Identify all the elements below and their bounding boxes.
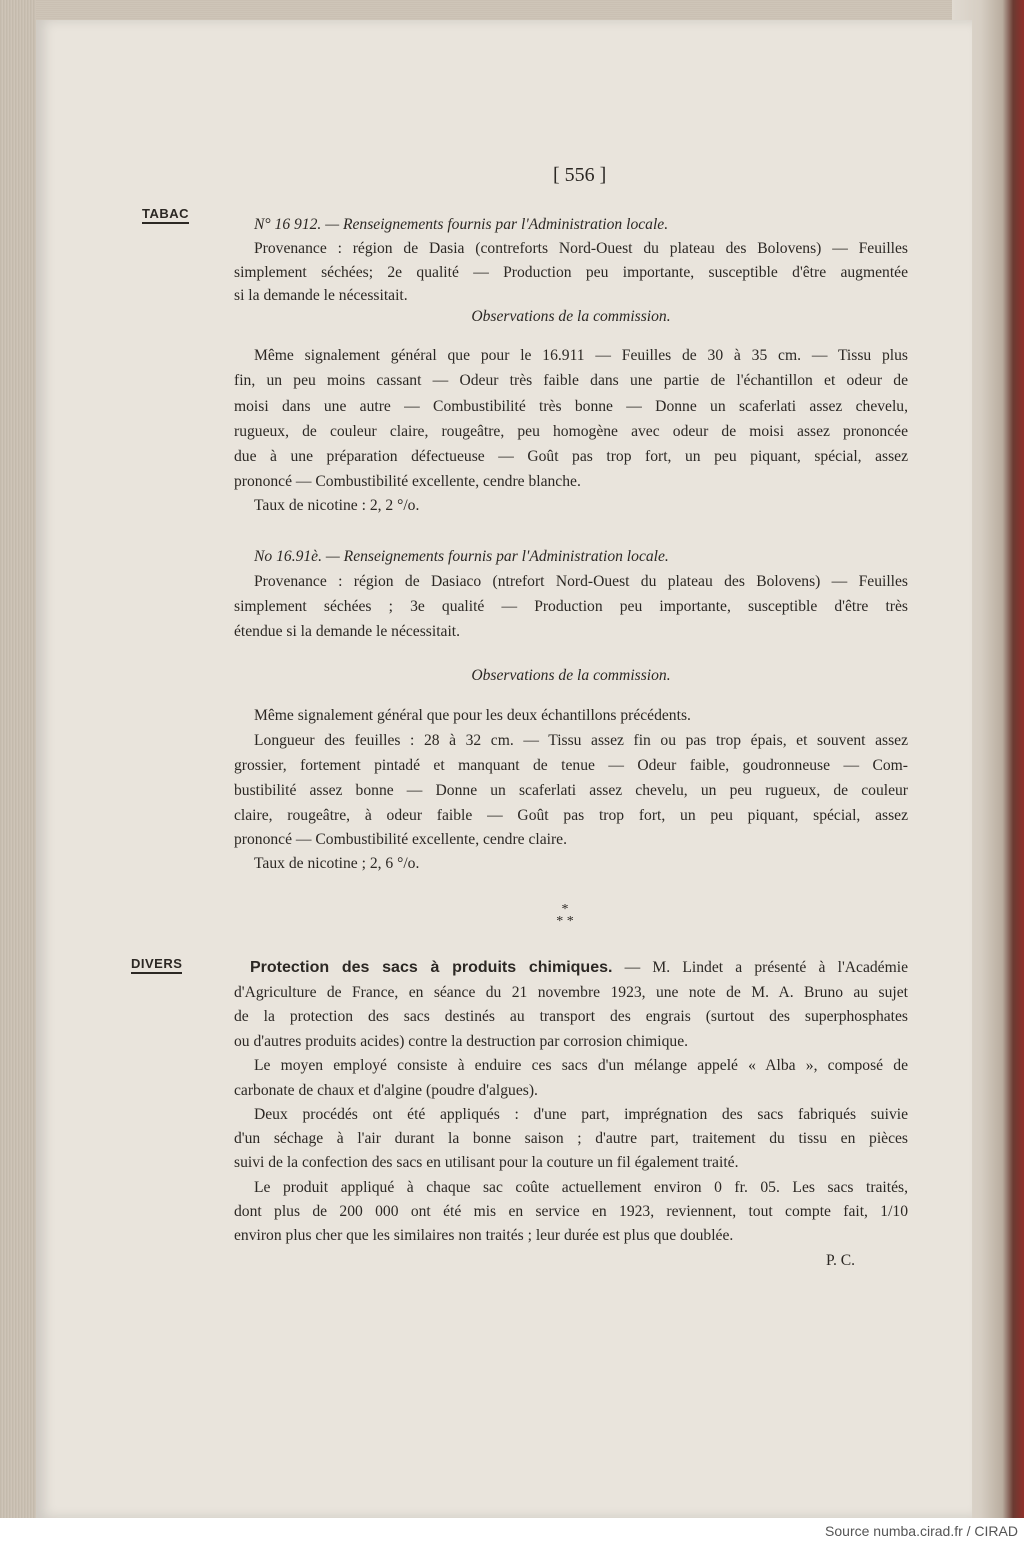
entry1-obs-line: due à une préparation défectueuse — Goût pas trop fort, un peu piquant, spécial, assez xyxy=(234,448,908,465)
page-stack-top xyxy=(36,0,966,22)
footer-bar xyxy=(0,1518,1024,1545)
page-stack-left xyxy=(0,0,36,1518)
side-label-tabac: TABAC xyxy=(142,206,189,224)
entry1-obs-line: prononcé — Combustibilité excellente, cendre blanche. xyxy=(234,473,581,490)
entry2-obs-line: prononcé — Combustibilité excellente, cendre claire. xyxy=(234,831,567,848)
divers-line: environ plus cher que les similaires non traités ; leur durée est plus que doublée. xyxy=(234,1227,734,1244)
entry2-line: simplement séchées ; 3e qualité — Production peu importante, susceptible d'être très xyxy=(234,598,908,615)
divers-line: Deux procédés ont été appliqués : d'une part, imprégnation des sacs fabriqués suivie xyxy=(254,1106,908,1123)
divers-line: Le moyen employé consiste à enduire ces sacs d'un mélange appelé « Alba », composé de xyxy=(254,1057,908,1074)
entry1-heading: N° 16 912. — Renseignements fournis par l'Administration locale. xyxy=(254,216,669,233)
entry1-obs-line: moisi dans une autre — Combustibilité très bonne — Donne un scaferlati assez chevelu, xyxy=(234,398,908,415)
source-link[interactable]: Source numba.cirad.fr / CIRAD xyxy=(825,1523,1018,1539)
divers-line: ou d'autres produits acides) contre la destruction par corrosion chimique. xyxy=(234,1033,689,1050)
signature: P. C. xyxy=(826,1252,856,1269)
entry1-obs-title: Observations de la commission. xyxy=(471,308,671,325)
divers-line: d'Agriculture de France, en séance du 21 novembre 1923, une note de M. A. Bruno au sujet xyxy=(234,984,908,1001)
star-top: * xyxy=(561,902,569,917)
entry2-obs-line: grossier, fortement pintadé et manquant de tenue — Odeur faible, goudronneuse — Com- xyxy=(234,757,908,774)
divers-line: de la protection des sacs destinés au transport des engrais (surtout des superphosphates xyxy=(234,1008,908,1025)
entry2-obs-line: Même signalement général que pour les deux échantillons précédents. xyxy=(254,707,691,724)
entry2-obs-line: Longueur des feuilles : 28 à 32 cm. — Tissu assez fin ou pas trop épais, et souvent assez xyxy=(254,732,908,749)
divers-line: suivi de la confection des sacs en utilisant pour la couture un fil également traité. xyxy=(234,1154,739,1171)
entry1-line: simplement séchées; 2e qualité — Production peu importante, susceptible d'être augmentée xyxy=(234,264,908,281)
entry1-line: Provenance : région de Dasia (contreforts Nord-Ouest du plateau des Bolovens) — Feuilles xyxy=(254,240,908,257)
side-label-divers: DIVERS xyxy=(131,956,182,974)
entry1-obs-line: rugueux, de couleur claire, rougeâtre, peu homogène avec odeur de moisi assez prononcée xyxy=(234,423,908,440)
divers-first-line-rest: — M. Lindet a présenté à l'Académie xyxy=(624,959,908,976)
star-bottom: * * xyxy=(556,914,574,929)
divers-line: Le produit appliqué à chaque sac coûte actuellement environ 0 fr. 05. Les sacs traités, xyxy=(254,1179,908,1196)
divers-line: d'un séchage à l'air durant la bonne saison ; d'autre part, traitement du tissu en pièces xyxy=(234,1130,908,1147)
entry1-line: si la demande le nécessitait. xyxy=(234,287,408,304)
entry1-obs-line: fin, un peu moins cassant — Odeur très faible dans une partie de l'échantillon et odeur de xyxy=(234,372,908,389)
entry2-heading: No 16.91è. — Renseignements fournis par l'Administration locale. xyxy=(254,548,669,565)
entry2-line: étendue si la demande le nécessitait. xyxy=(234,623,461,640)
divers-title: Protection des sacs à produits chimiques. xyxy=(250,959,613,976)
entry1-nicotine: Taux de nicotine : 2, 2 °/o. xyxy=(254,497,420,514)
divers-first-line xyxy=(250,956,908,980)
divers-line: dont plus de 200 000 ont été mis en service en 1923, reviennent, tout compte fait, 1/10 xyxy=(234,1203,908,1220)
section-separator-stars xyxy=(540,904,590,928)
entry2-nicotine: Taux de nicotine ; 2, 6 °/o. xyxy=(254,855,420,872)
page-number: [ 556 ] xyxy=(553,164,607,186)
divers-line: carbonate de chaux et d'algine (poudre d'algues). xyxy=(234,1082,538,1099)
entry2-obs-title: Observations de la commission. xyxy=(471,667,671,684)
entry2-obs-line: claire, rougeâtre, à odeur faible — Goût pas trop fort, un peu piquant, spécial, assez xyxy=(234,807,908,824)
entry2-obs-line: bustibilité assez bonne — Donne un scaferlati assez chevelu, un peu rugueux, de couleur xyxy=(234,782,908,799)
entry1-obs-line: Même signalement général que pour le 16.911 — Feuilles de 30 à 35 cm. — Tissu plus xyxy=(254,347,908,364)
entry2-line: Provenance : région de Dasiaco (ntrefort Nord-Ouest du plateau des Bolovens) — Feuilles xyxy=(254,573,908,590)
